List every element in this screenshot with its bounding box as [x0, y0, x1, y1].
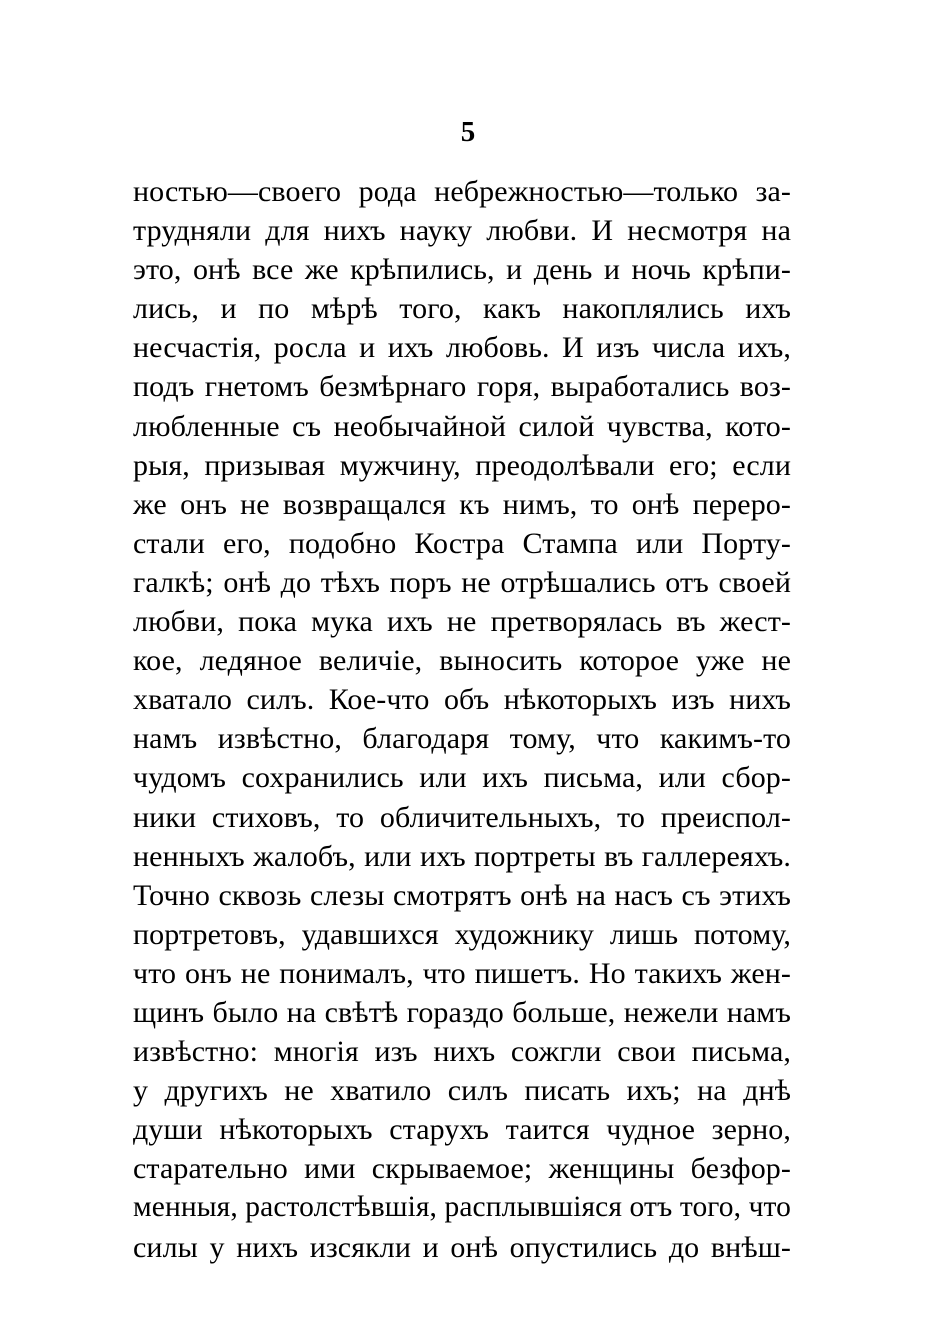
text-line: трудняли для нихъ науку любви. И несмотря на — [133, 214, 791, 248]
text-line: лись, и по мѣрѣ того, какъ накоплялись ихъ — [133, 292, 791, 326]
text-line: менныя, растолстѣвшія, расплывшіяся отъ того, что — [133, 1191, 791, 1224]
text-line: ники стиховъ, то обличительныхъ, то преиспол- — [133, 800, 791, 834]
text-line: стали его, подобно Костра Стампа или Порту- — [133, 526, 791, 560]
text-line: извѣстно: многія изъ нихъ сожгли свои письма, — [133, 1035, 791, 1069]
text-line: рыя, призывая мужчину, преодолѣвали его; если — [133, 448, 791, 482]
text-line: у другихъ не хватило силъ писать ихъ; на днѣ — [133, 1074, 791, 1108]
text-line: ностью—своего рода небрежностью—только за- — [133, 175, 791, 208]
text-line: души нѣкоторыхъ старухъ таится чудное зерно, — [133, 1113, 791, 1147]
text-line: же онъ не возвращался къ нимъ, то онѣ переро- — [133, 487, 791, 521]
body-text — [133, 172, 791, 1267]
text-line: намъ извѣстно, благодаря тому, что какимъ-то — [133, 722, 791, 756]
text-line: кое, ледяное величіе, выносить которое уже не — [133, 644, 791, 678]
text-line: галкѣ; онѣ до тѣхъ поръ не отрѣшались отъ своей — [133, 565, 791, 599]
text-line: силы у нихъ изсякли и онѣ опустились до внѣш- — [133, 1230, 791, 1264]
text-line: подъ гнетомъ безмѣрнаго горя, выработались воз- — [133, 370, 791, 404]
text-line: портретовъ, удавшихся художнику лишь потому, — [133, 917, 791, 951]
text-line: это, онѣ все же крѣпились, и день и ночь крѣпи- — [133, 253, 791, 287]
text-line: что онъ не понималъ, что пишетъ. Но такихъ жен- — [133, 956, 791, 990]
text-line: хватало силъ. Кое-что объ нѣкоторыхъ изъ нихъ — [133, 683, 791, 717]
text-line: любви, пока мука ихъ не претворялась въ жест- — [133, 605, 791, 639]
text-line: Точно сквозь слезы смотрятъ онѣ на насъ съ этихъ — [133, 878, 791, 912]
text-line: чудомъ сохранились или ихъ письма, или сбор- — [133, 761, 791, 795]
text-line: старательно ими скрываемое; женщины безфор- — [133, 1152, 791, 1186]
text-line: ненныхъ жалобъ, или ихъ портреты въ галлереяхъ. — [133, 839, 791, 873]
page-number: 5 — [460, 116, 476, 148]
text-line: несчастія, росла и ихъ любовь. И изъ числа ихъ, — [133, 331, 791, 365]
text-line: щинъ было на свѣтѣ гораздо больше, нежели намъ — [133, 995, 791, 1029]
text-line: любленные съ необычайной силой чувства, кото- — [133, 409, 791, 443]
